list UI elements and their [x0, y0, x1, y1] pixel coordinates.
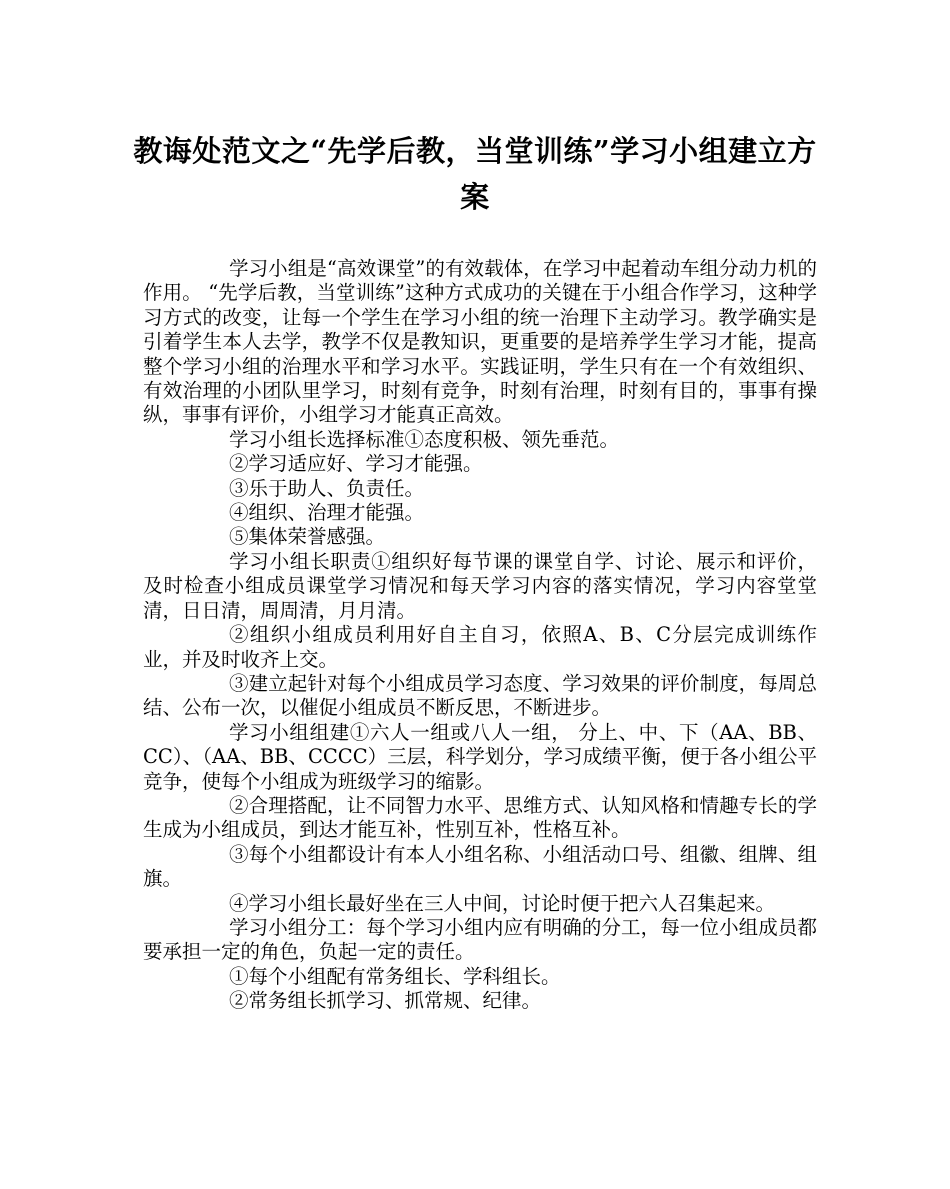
paragraph-duty-3: ③建立起针对每个小组成员学习态度、学习效果的评价制度，每周总结、公布一次，以催促小组成员不断反思，不断进步。 — [143, 671, 817, 720]
paragraph-intro: 学习小组是“高效课堂”的有效载体，在学习中起着动车组分动力机的作用。 “先学后教，当堂训练”这种方式成功的关键在于小组合作学习，这种学习方式的改变，让每一个学生在学习小组的统一治理下主动学习。教学确实是引着学生本人去学，教学不仅是教知识，更重要的是培养学生学习才能，提高整个学习小组的治理水平和学习水平。实践证明，学生只有在一个有效组织、有效治理的小团队里学习，时刻有竞争，时刻有治理，时刻有目的，事事有操纵，事事有评价，小组学习才能真正高效。 — [143, 257, 817, 427]
document-title: 教诲处范文之“先学后教，当堂训练”学习小组建立方案 — [133, 134, 817, 214]
paragraph-group-formation: 学习小组组建①六人一组或八人一组， 分上、中、下（AA、BB、CC）、（AA、BB、CCCC）三层，科学划分，学习成绩平衡，便于各小组公平竞争，使每个小组成为班级学习的缩影。 — [143, 720, 817, 793]
document-body — [143, 257, 817, 1014]
paragraph-division-of-labor: 学习小组分工：每个学习小组内应有明确的分工，每一位小组成员都要承担一定的角色，负起一定的责任。 — [143, 915, 817, 964]
paragraph-criteria-2: ②学习适应好、学习才能强。 — [229, 452, 483, 476]
paragraph-duty-2: ②组织小组成员利用好自主自习，依照A、B、C分层完成训练作业，并及时收齐上交。 — [143, 623, 817, 671]
paragraph-division-1: ①每个小组配有常务组长、学科组长。 — [229, 964, 561, 988]
paragraph-criteria-5: ⑤集体荣誉感强。 — [229, 525, 386, 549]
paragraph-leader-criteria: 学习小组长选择标准①态度积极、领先垂范。 — [229, 427, 620, 451]
paragraph-criteria-4: ④组织、治理才能强。 — [229, 501, 425, 525]
paragraph-criteria-3: ③乐于助人、负责任。 — [229, 476, 425, 500]
paragraph-formation-3: ③每个小组都设计有本人小组名称、小组活动口号、组徽、组牌、组旗。 — [143, 842, 817, 891]
paragraph-formation-4: ④学习小组长最好坐在三人中间，讨论时便于把六人召集起来。 — [229, 891, 776, 915]
paragraph-leader-duties: 学习小组长职责①组织好每节课的课堂自学、讨论、展示和评价， 及时检查小组成员课堂学习情况和每天学习内容的落实情况，学习内容堂堂清，日日清，周周清，月月清。 — [143, 549, 817, 622]
paragraph-formation-2: ②合理搭配，让不同智力水平、思维方式、认知风格和情趣专长的学生成为小组成员，到达才能互补，性别互补，性格互补。 — [143, 793, 817, 842]
paragraph-division-2: ②常务组长抓学习、抓常规、纪律。 — [229, 989, 542, 1013]
